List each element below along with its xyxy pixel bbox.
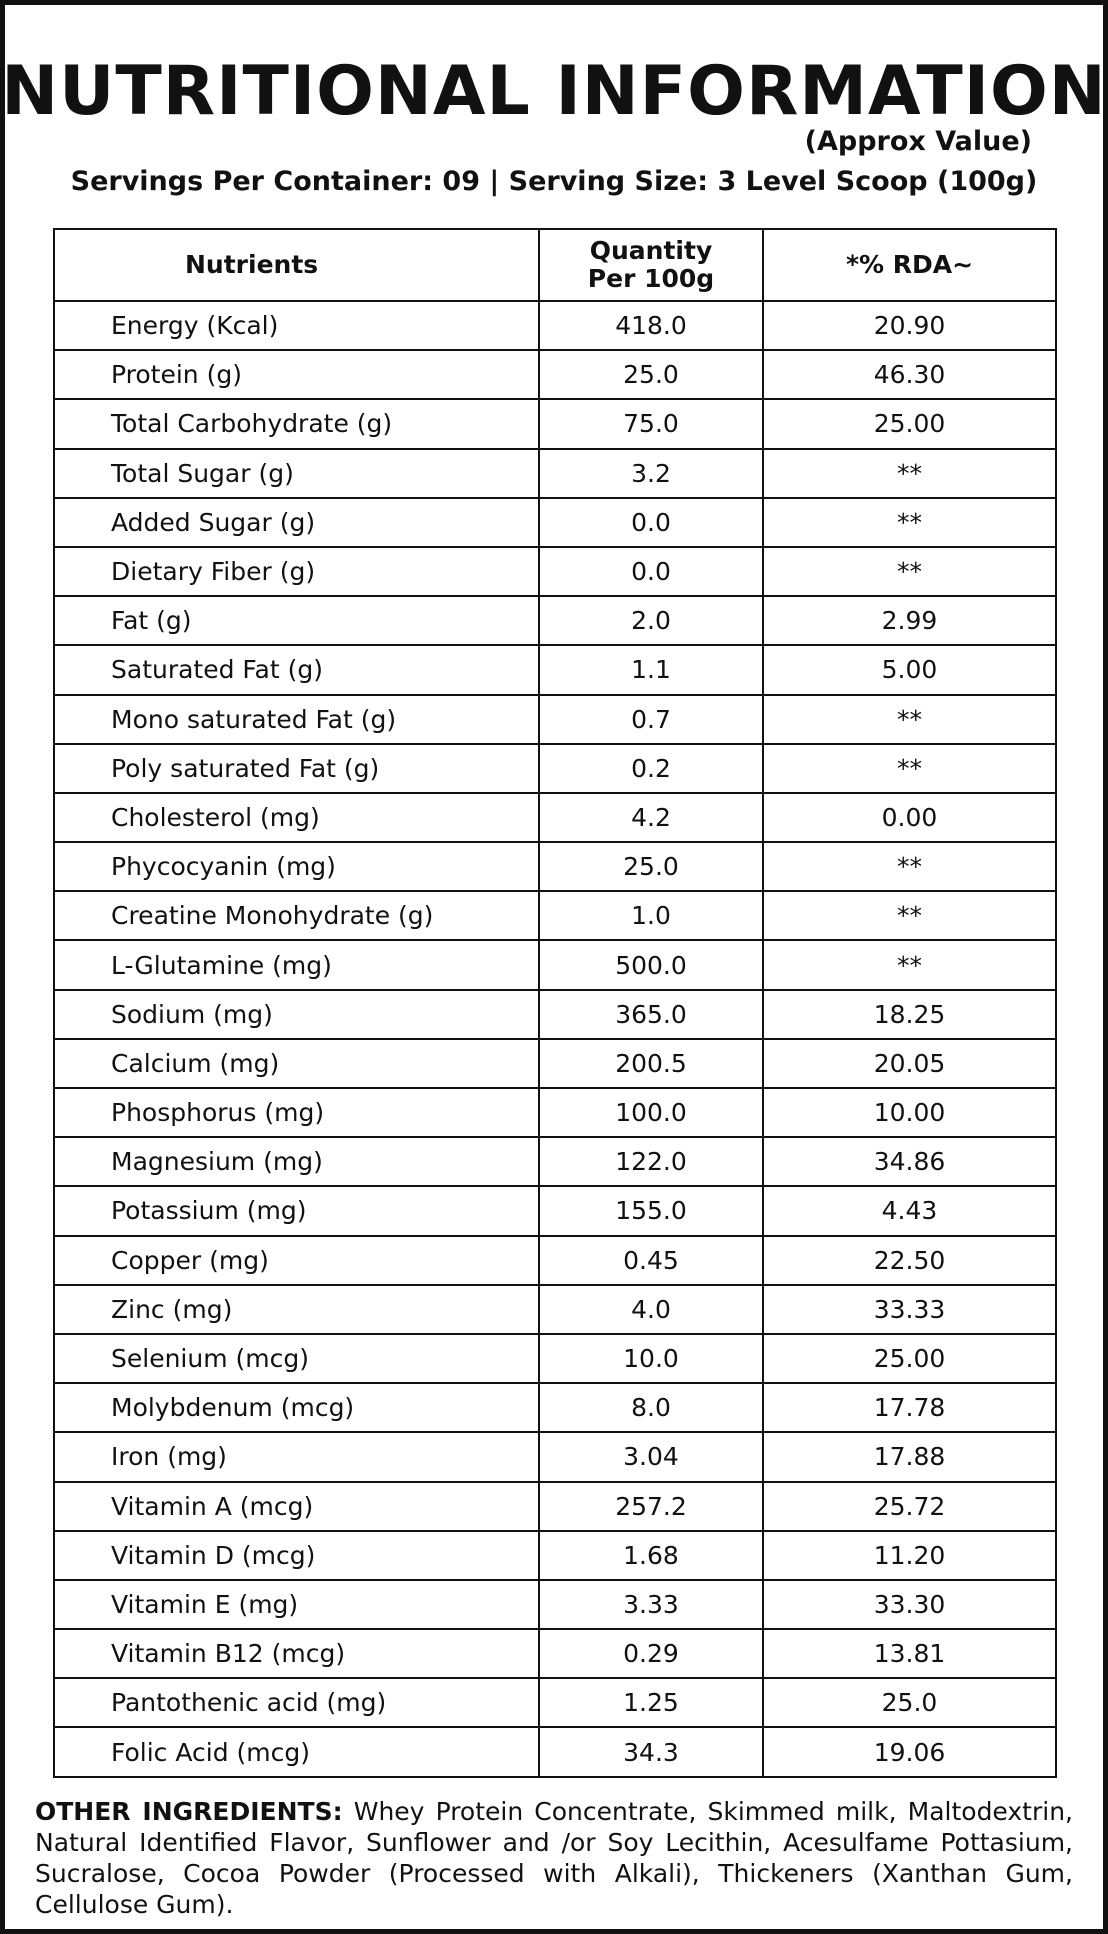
quantity-value: 365.0 [539,990,763,1039]
rda-value: 5.00 [763,645,1056,694]
rda-value: 25.0 [763,1678,1056,1727]
quantity-value: 0.45 [539,1236,763,1285]
table-row [54,1482,1056,1531]
quantity-value: 0.0 [539,547,763,596]
quantity-value: 200.5 [539,1039,763,1088]
serving-info: Servings Per Container: 09 | Serving Size: 3 Level Scoop (100g) [70,166,1038,197]
rda-value: 25.00 [763,399,1056,448]
rda-value: 46.30 [763,350,1056,399]
quantity-value: 418.0 [539,301,763,350]
nutrient-name: Fat (g) [54,596,539,645]
quantity-value: 0.2 [539,744,763,793]
nutrition-table [53,228,1057,1778]
column-header-nutrients: Nutrients [54,229,539,301]
quantity-value: 10.0 [539,1334,763,1383]
quantity-value: 0.7 [539,695,763,744]
rda-value: 22.50 [763,1236,1056,1285]
nutrient-name: Pantothenic acid (mg) [54,1678,539,1727]
rda-value: ** [763,547,1056,596]
nutrient-name: Energy (Kcal) [54,301,539,350]
quantity-value: 0.29 [539,1629,763,1678]
quantity-value: 4.2 [539,793,763,842]
table-row [54,1039,1056,1088]
rda-value: 17.78 [763,1383,1056,1432]
nutrient-name: Poly saturated Fat (g) [54,744,539,793]
quantity-value: 1.68 [539,1531,763,1580]
table-row [54,1580,1056,1629]
quantity-value: 100.0 [539,1088,763,1137]
quantity-value: 257.2 [539,1482,763,1531]
nutrient-name: Vitamin A (mcg) [54,1482,539,1531]
approx-value-note: (Approx Value) [804,126,1032,157]
rda-value: 2.99 [763,596,1056,645]
table-row [54,744,1056,793]
quantity-value: 2.0 [539,596,763,645]
column-header-quantity-text: Quantity Per 100g [587,236,715,293]
table-row [54,498,1056,547]
nutrient-name: Potassium (mg) [54,1186,539,1235]
rda-value: 0.00 [763,793,1056,842]
rda-value: 13.81 [763,1629,1056,1678]
quantity-value: 1.25 [539,1678,763,1727]
nutrient-name: Protein (g) [54,350,539,399]
quantity-value: 25.0 [539,842,763,891]
nutrient-name: Sodium (mg) [54,990,539,1039]
rda-value: 33.30 [763,1580,1056,1629]
table-row [54,1531,1056,1580]
rda-value: 25.72 [763,1482,1056,1531]
quantity-value: 1.0 [539,891,763,940]
quantity-value: 500.0 [539,940,763,989]
quantity-value: 75.0 [539,399,763,448]
table-row [54,1678,1056,1727]
quantity-value: 3.04 [539,1432,763,1481]
rda-value: 33.33 [763,1285,1056,1334]
quantity-value: 34.3 [539,1727,763,1777]
nutrient-name: Zinc (mg) [54,1285,539,1334]
nutrient-name: Total Carbohydrate (g) [54,399,539,448]
quantity-value: 3.2 [539,449,763,498]
table-row [54,1137,1056,1186]
table-row [54,1629,1056,1678]
column-header-quantity [539,229,763,301]
nutrient-name: Iron (mg) [54,1432,539,1481]
table-row [54,1727,1056,1777]
nutrient-name: Molybdenum (mcg) [54,1383,539,1432]
table-row [54,940,1056,989]
rda-value: ** [763,842,1056,891]
table-row [54,891,1056,940]
nutrient-name: Phycocyanin (mg) [54,842,539,891]
table-row [54,842,1056,891]
rda-value: 4.43 [763,1186,1056,1235]
rda-value: ** [763,498,1056,547]
rda-value: 18.25 [763,990,1056,1039]
nutrient-name: Calcium (mg) [54,1039,539,1088]
table-row [54,793,1056,842]
table-row [54,990,1056,1039]
quantity-value: 0.0 [539,498,763,547]
table-row [54,399,1056,448]
other-ingredients-text: Whey Protein Concentrate, Skimmed milk, Maltodextrin, Natural Identified Flavor, Sunflower and /or Soy Lecithin, Acesulfame Pottasium, Sucralose, Cocoa Powder (Processed with Alkali), Thickeners (Xanthan Gum, Cellulose Gum). [35,1797,1073,1919]
table-row [54,1236,1056,1285]
rda-value: 17.88 [763,1432,1056,1481]
quantity-value: 8.0 [539,1383,763,1432]
table-row [54,449,1056,498]
rda-value: ** [763,891,1056,940]
table-row [54,695,1056,744]
nutrient-name: Cholesterol (mg) [54,793,539,842]
nutrient-name: Saturated Fat (g) [54,645,539,694]
rda-value: 34.86 [763,1137,1056,1186]
nutrient-name: L-Glutamine (mg) [54,940,539,989]
nutrient-name: Added Sugar (g) [54,498,539,547]
nutrient-name: Vitamin E (mg) [54,1580,539,1629]
rda-value: ** [763,695,1056,744]
nutrient-name: Vitamin D (mcg) [54,1531,539,1580]
table-header-row [54,229,1056,301]
quantity-value: 3.33 [539,1580,763,1629]
nutrient-name: Copper (mg) [54,1236,539,1285]
table-row [54,301,1056,350]
table-row [54,1334,1056,1383]
quantity-value: 122.0 [539,1137,763,1186]
nutrition-table-body [54,301,1056,1777]
other-ingredients [35,1796,1073,1920]
nutrient-name: Selenium (mcg) [54,1334,539,1383]
nutrient-name: Total Sugar (g) [54,449,539,498]
rda-value: 19.06 [763,1727,1056,1777]
nutrient-name: Vitamin B12 (mcg) [54,1629,539,1678]
column-header-rda: *% RDA~ [763,229,1056,301]
rda-value: 20.05 [763,1039,1056,1088]
rda-value: 20.90 [763,301,1056,350]
nutrient-name: Magnesium (mg) [54,1137,539,1186]
nutrient-name: Phosphorus (mg) [54,1088,539,1137]
table-row [54,1383,1056,1432]
rda-value: 10.00 [763,1088,1056,1137]
page-title: NUTRITIONAL INFORMATION [1,52,1107,131]
nutrient-name: Dietary Fiber (g) [54,547,539,596]
nutrient-name: Creatine Monohydrate (g) [54,891,539,940]
rda-value: ** [763,449,1056,498]
rda-value: 11.20 [763,1531,1056,1580]
table-row [54,1432,1056,1481]
rda-value: ** [763,744,1056,793]
nutrient-name: Folic Acid (mcg) [54,1727,539,1777]
table-row [54,547,1056,596]
table-row [54,1285,1056,1334]
quantity-value: 1.1 [539,645,763,694]
table-row [54,1186,1056,1235]
rda-value: ** [763,940,1056,989]
rda-value: 25.00 [763,1334,1056,1383]
quantity-value: 4.0 [539,1285,763,1334]
table-row [54,1088,1056,1137]
table-row [54,350,1056,399]
quantity-value: 155.0 [539,1186,763,1235]
quantity-value: 25.0 [539,350,763,399]
table-row [54,645,1056,694]
nutrient-name: Mono saturated Fat (g) [54,695,539,744]
other-ingredients-label: OTHER INGREDIENTS: [35,1797,343,1826]
table-row [54,596,1056,645]
